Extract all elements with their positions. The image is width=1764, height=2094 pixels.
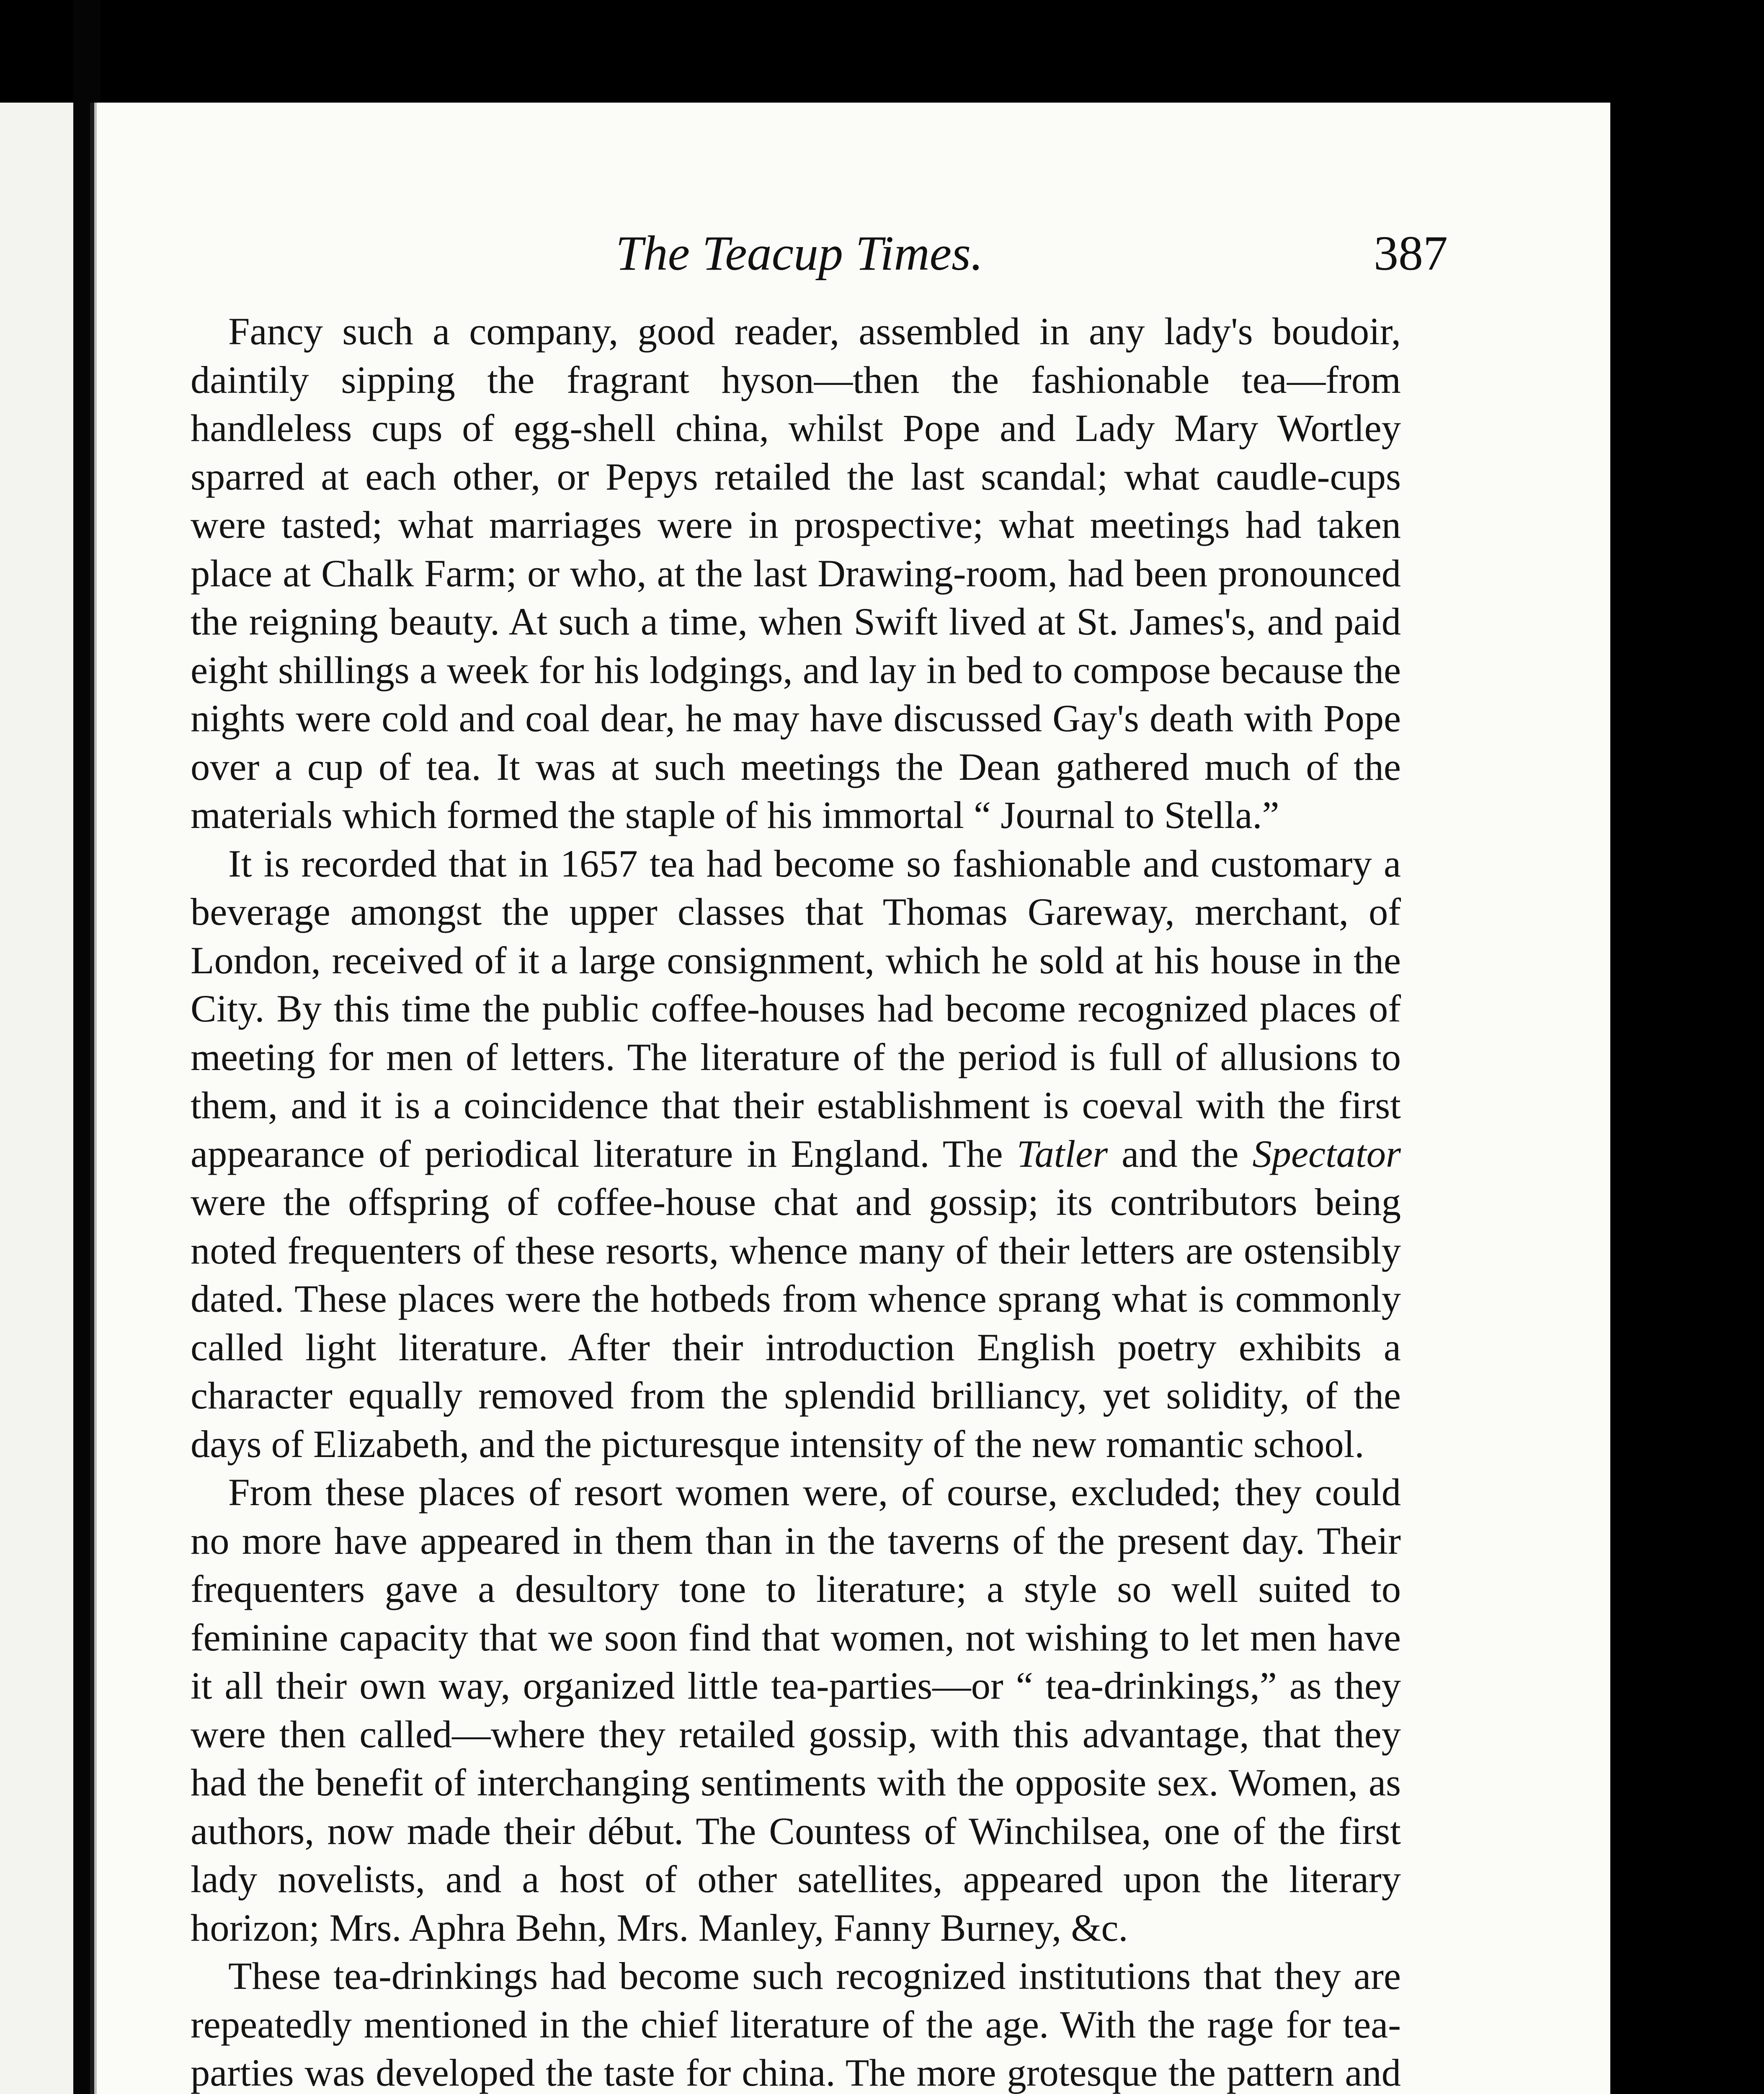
paragraph-2-part-c: were the offspring of coffee-house chat and gossip; its contributors being noted frequenters of these resorts, whence many of their letters are ostensibly dated. These places were the hotbeds from whence sprang what is commonly called light literature. After their introduction English poetry exhibits a character equally removed from the splendid brilliancy, yet solidity, of the days of Elizabeth, and the picturesque intensity of the new romantic school.: [191, 1181, 1401, 1466]
paragraph-1: Fancy such a company, good reader, assembled in any lady's boudoir, daintily sipping the fragrant hyson—then the fashionable tea—from handleless cups of egg-shell china, whilst Pope and Lady Mary Wortley sparred at each other, or Pepys retailed the last scandal; what caudle-cups were tasted; what marriages were in prospective; what meetings had taken place at Chalk Farm; or who, at the last Drawing-room, had been pronounced the reigning beauty. At such a time, when Swift lived at St. James's, and paid eight shillings a week for his lodgings, and lay in bed to compose because the nights were cold and coal dear, he may have discussed Gay's death with Pope over a cup of tea. It was at such meetings the Dean gathered much of the materials which formed the staple of his immortal “ Journal to Stella.”: [191, 310, 1401, 837]
paragraph-4: These tea-drinkings had become such recognized institutions that they are repeatedly mentioned in the chief literature of the age. With the rage for tea-parties was developed the taste for china. The more grotesque the pattern and: [191, 1955, 1401, 2094]
book-page: [90, 103, 1610, 2094]
paragraph-3: From these places of resort women were, of course, excluded; they could no more have appeared in them than in the taverns of the present day. Their frequenters gave a desultory tone to literature; a style so well suited to feminine capacity that we soon find that women, not wishing to let men have it all their own way, organized little tea-parties—or “ tea-drinkings,” as they were then called—where they retailed gossip, with this advantage, that they had the benefit of interchanging sentiments with the opposite sex. Women, as authors, now made their début. The Countess of Winchilsea, one of the first lady novelists, and a host of other satellites, appeared upon the literary horizon; Mrs. Aphra Behn, Mrs. Manley, Fanny Burney, &c.: [191, 1471, 1401, 1950]
paragraph-2-part-a: It is recorded that in 1657 tea had become so fashionable and customary a beverage amongst the upper classes that Thomas Gareway, merchant, of London, received of it a large consignment, which he sold at his house in the City. By this time the public coffee-houses had become recognized places of meeting for men of letters. The literature of the period is full of allusions to them, and it is a coincidence that their establishment is coeval with the first appearance of periodical literature in England. The: [191, 842, 1401, 1176]
left-page-sliver: [0, 103, 73, 2094]
page-number: 387: [1374, 226, 1448, 281]
spectator-title: Spectator: [1252, 1132, 1401, 1176]
paragraph-2: [191, 840, 1401, 1469]
page-inner-edge: [94, 103, 97, 2094]
paragraph-2-part-b: and the: [1108, 1132, 1253, 1176]
running-head: [94, 224, 1610, 283]
running-title: The Teacup Times.: [616, 226, 983, 281]
body-text: [191, 308, 1401, 2094]
tatler-title: Tatler: [1016, 1132, 1108, 1176]
